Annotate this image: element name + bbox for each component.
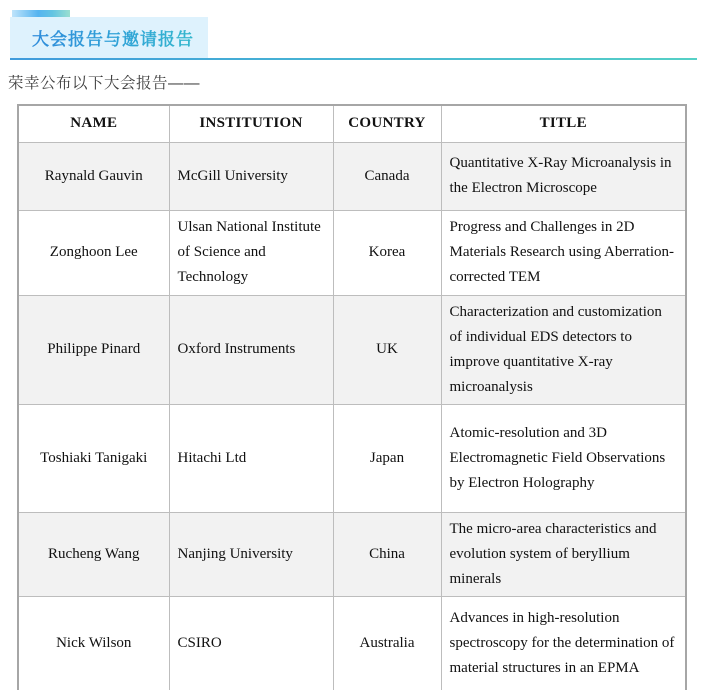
table-body: [18, 142, 686, 690]
cell-title: The micro-area characteristics and evolution system of beryllium minerals: [441, 512, 686, 596]
section-header: [10, 17, 208, 58]
cell-country: Australia: [333, 596, 441, 690]
table-header-row: [18, 105, 686, 142]
cell-name: Rucheng Wang: [18, 512, 169, 596]
cell-institution: CSIRO: [169, 596, 333, 690]
table-row: [18, 512, 686, 596]
cell-country: China: [333, 512, 441, 596]
cell-title: Advances in high-resolution spectroscopy for the determination of material structures in an EPMA: [441, 596, 686, 690]
table-header: [18, 105, 686, 142]
cell-country: Japan: [333, 404, 441, 512]
cell-institution: Ulsan National Institute of Science and Technology: [169, 210, 333, 295]
cell-country: Canada: [333, 142, 441, 210]
cell-institution: Hitachi Ltd: [169, 404, 333, 512]
table-row: [18, 295, 686, 404]
cell-country: UK: [333, 295, 441, 404]
cell-title: Progress and Challenges in 2D Materials Research using Aberration-corrected TEM: [441, 210, 686, 295]
section-title: 大会报告与邀请报告: [32, 25, 194, 50]
cell-institution: Oxford Instruments: [169, 295, 333, 404]
cell-institution: Nanjing University: [169, 512, 333, 596]
table-row: [18, 210, 686, 295]
cell-title: Atomic-resolution and 3D Electromagnetic Field Observations by Electron Holography: [441, 404, 686, 512]
accent-gradient-bar: [12, 10, 70, 17]
intro-text: 荣幸公布以下大会报告——: [8, 75, 201, 92]
cell-institution: McGill University: [169, 142, 333, 210]
table-row: [18, 142, 686, 210]
section-header-underline: [10, 58, 697, 60]
table-row: [18, 596, 686, 690]
reports-table: [17, 104, 687, 690]
cell-name: Nick Wilson: [18, 596, 169, 690]
cell-name: Zonghoon Lee: [18, 210, 169, 295]
cell-title: Characterization and customization of individual EDS detectors to improve quantitative X-ray microanalysis: [441, 295, 686, 404]
cell-name: Toshiaki Tanigaki: [18, 404, 169, 512]
cell-country: Korea: [333, 210, 441, 295]
cell-name: Philippe Pinard: [18, 295, 169, 404]
cell-title: Quantitative X-Ray Microanalysis in the Electron Microscope: [441, 142, 686, 210]
column-header-country: COUNTRY: [333, 105, 441, 142]
column-header-name: NAME: [18, 105, 169, 142]
table-row: [18, 404, 686, 512]
column-header-title: TITLE: [441, 105, 686, 142]
column-header-institution: INSTITUTION: [169, 105, 333, 142]
cell-name: Raynald Gauvin: [18, 142, 169, 210]
